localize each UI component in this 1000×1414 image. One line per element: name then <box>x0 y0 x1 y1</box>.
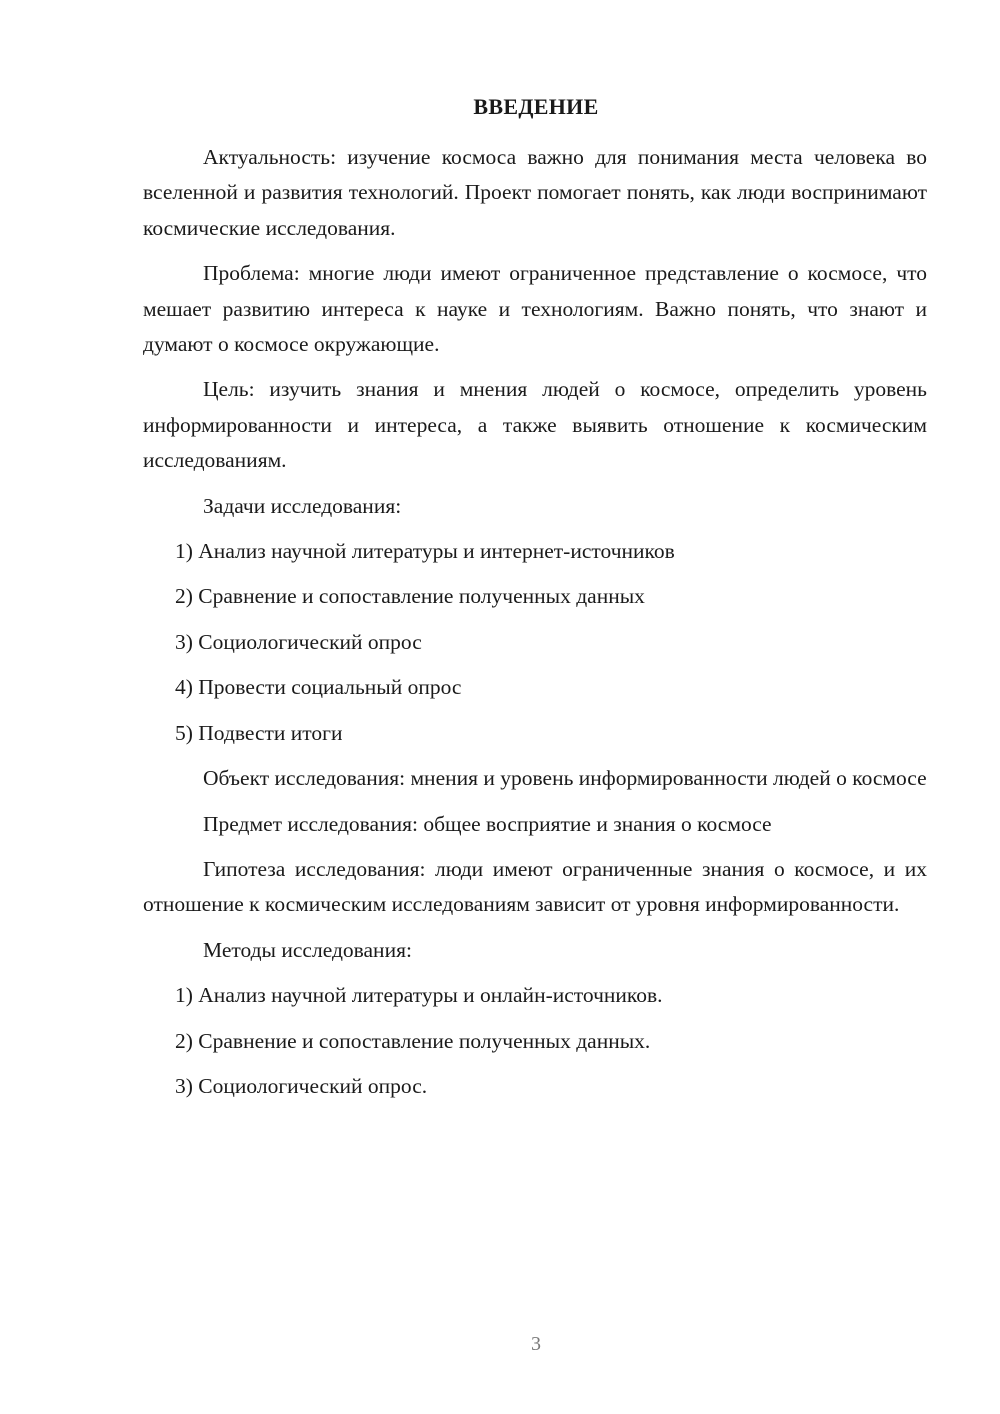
task-item: 1) Анализ научной литературы и интернет-источников <box>175 539 675 564</box>
object-paragraph: Объект исследования: мнения и уровень информированности людей о космосе <box>203 766 927 791</box>
section-heading: ВВЕДЕНИЕ <box>473 94 599 119</box>
goal-paragraph: Цель: изучить знания и мнения людей о космосе, определить уровень информированности и интереса, а также выявить отношение к космическим исследованиям. <box>143 377 927 473</box>
task-item: 5) Подвести итоги <box>175 720 343 745</box>
task-item: 4) Провести социальный опрос <box>175 675 462 700</box>
task-item: 2) Сравнение и сопоставление полученных данных <box>175 584 645 609</box>
document-body <box>143 140 927 1114</box>
task-item: 3) Социологический опрос <box>175 629 422 654</box>
relevance-paragraph: Актуальность: изучение космоса важно для понимания места человека во вселенной и развития технологий. Проект помогает понять, как люди воспринимают космические исследования. <box>143 145 927 240</box>
method-item: 1) Анализ научной литературы и онлайн-источников. <box>175 983 663 1008</box>
hypothesis-paragraph: Гипотеза исследования: люди имеют ограниченные знания о космосе, и их отношение к космическим исследованиям зависит от уровня информированности. <box>143 856 927 917</box>
page-number: 3 <box>531 1333 541 1355</box>
methods-title: Методы исследования: <box>203 937 412 962</box>
tasks-title: Задачи исследования: <box>203 493 402 518</box>
subject-paragraph: Предмет исследования: общее восприятие и знания о космосе <box>203 811 772 836</box>
problem-paragraph: Проблема: многие люди имеют ограниченное представление о космосе, что мешает развитию интереса к науке и технологиям. Важно понять, что знают и думают о космосе окружающие. <box>143 261 927 357</box>
method-item: 2) Сравнение и сопоставление полученных данных. <box>175 1028 651 1053</box>
method-item: 3) Социологический опрос. <box>175 1073 428 1098</box>
